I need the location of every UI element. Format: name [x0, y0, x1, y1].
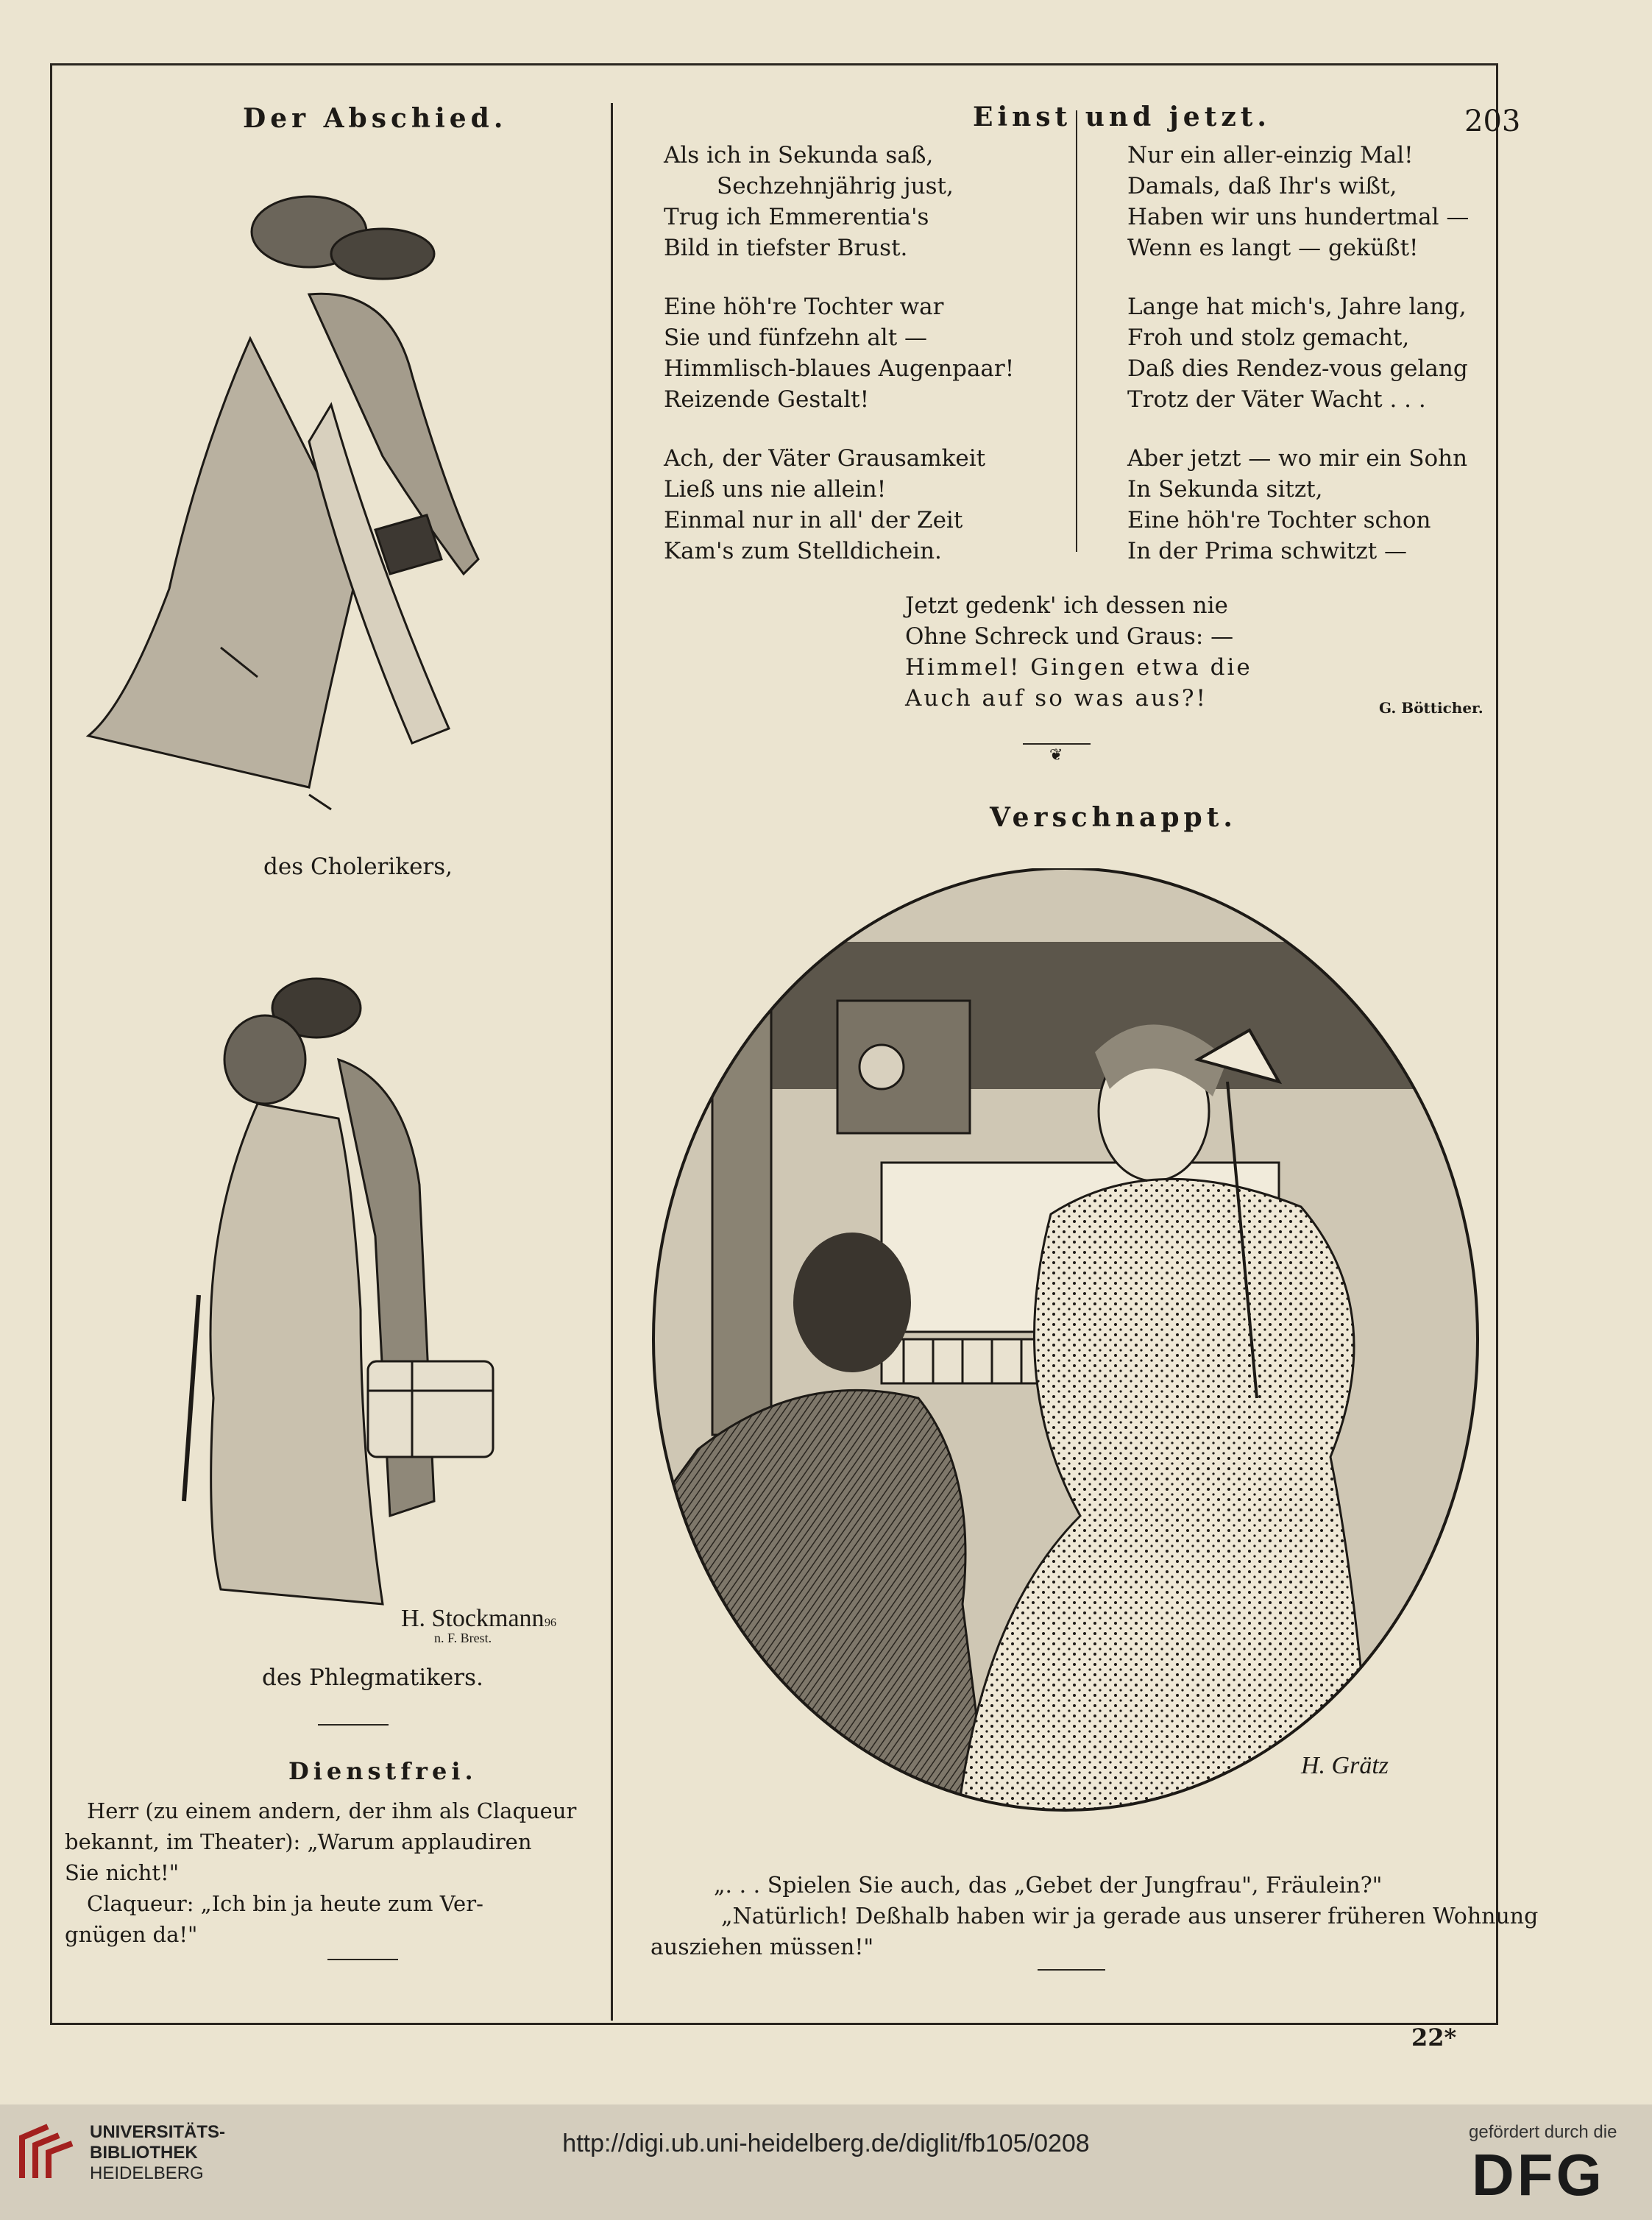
- poem-line: Daß dies Rendez-vous gelang: [1127, 355, 1468, 382]
- illustration-embrace-choleric: [66, 147, 596, 824]
- poem-line: Bild in tiefster Brust.: [664, 235, 908, 261]
- illustration-piano-scene: [639, 868, 1492, 1840]
- column-divider-left: [611, 103, 613, 2021]
- poem-right-stanza-3: [1127, 443, 1469, 567]
- poem-line: Kam's zum Stelldichein.: [664, 538, 942, 564]
- poem-line: Nur ein aller-einzig Mal!: [1127, 142, 1414, 169]
- poem-left-stanza-3: [664, 443, 1014, 567]
- poem-line: Haben wir uns hundertmal —: [1127, 204, 1470, 230]
- poem-right-stanza-2: [1127, 291, 1469, 415]
- poem-right-stanza-1: [1127, 140, 1469, 263]
- poem-line: In der Prima schwitzt —: [1127, 538, 1408, 564]
- poem-line: Himmel! Gingen etwa die: [905, 654, 1252, 681]
- poem-line: Himmlisch-blaues Augenpaar!: [664, 355, 1015, 382]
- dienstfrei-line1: Herr (zu einem andern, der ihm als Claqueur: [87, 1798, 577, 1823]
- poem-line: Froh und stolz gemacht,: [1127, 325, 1410, 351]
- dienstfrei-line5: gnügen da!": [65, 1922, 198, 1947]
- artist-signature-brest: n. F. Brest.: [434, 1631, 492, 1645]
- poem-line: Ohne Schreck und Graus: —: [905, 623, 1234, 650]
- poem-column-divider: [1076, 110, 1077, 552]
- library-name-line3: HEIDELBERG: [90, 2163, 204, 2183]
- artist-signature-stockmann-year: 96: [545, 1617, 556, 1629]
- page-url-link[interactable]: http://digi.ub.uni-heidelberg.de/diglit/fb105/0208: [562, 2129, 1090, 2157]
- artist-signature-graetz: H. Grätz: [1301, 1752, 1389, 1779]
- poem-line: Eine höh're Tochter schon: [1127, 507, 1431, 533]
- poem-line: Auch auf so was aus?!: [905, 685, 1208, 712]
- poem-line: Eine höh're Tochter war: [664, 294, 944, 320]
- poem-left-stanza-2: [664, 291, 1014, 415]
- poem-line: Wenn es langt — geküßt!: [1127, 235, 1419, 261]
- verschnappt-title: Verschnappt.: [990, 802, 1237, 833]
- illustration-embrace-phlegmatic: [169, 942, 581, 1648]
- poem-line: Jetzt gedenk' ich dessen nie: [905, 592, 1228, 619]
- caption-phlegmatic: des Phlegmatikers.: [262, 1664, 483, 1691]
- dienstfrei-title: Dienstfrei.: [288, 1757, 478, 1785]
- dienstfrei-line4: Claqueur: „Ich bin ja heute zum Ver-: [87, 1891, 483, 1916]
- page-number: 203: [1464, 104, 1521, 138]
- library-name-line1: UNIVERSITÄTS-: [90, 2122, 226, 2142]
- dfg-logo: DFG: [1472, 2142, 1605, 2207]
- poem-line: Trotz der Väter Wacht . . .: [1127, 386, 1426, 413]
- divider-ornament: [1023, 743, 1091, 745]
- footer-bar: [0, 2104, 1652, 2220]
- poem-line: Ach, der Väter Grausamkeit: [664, 445, 986, 472]
- divider-left-2: [327, 1959, 398, 1960]
- ornament-icon: ❦: [1049, 746, 1063, 765]
- caption-choleric: des Cholerikers,: [263, 854, 453, 880]
- poem-line: Reizende Gestalt!: [664, 386, 870, 413]
- poem-line: Sie und fünfzehn alt —: [664, 325, 928, 351]
- signature-mark: 22*: [1411, 2024, 1457, 2051]
- verschnappt-caption-line2: „Natürlich! Deßhalb haben wir ja gerade aus unserer früheren Wohnung: [721, 1904, 1539, 1929]
- dienstfrei-line2: bekannt, im Theater): „Warum applaudiren: [65, 1829, 532, 1854]
- verschnappt-caption-line1: „. . . Spielen Sie auch, das „Gebet der Jungfrau", Fräulein?": [714, 1873, 1383, 1898]
- poem-line: Als ich in Sekunda saß,: [664, 142, 934, 169]
- divider-right: [1038, 1969, 1105, 1971]
- verschnappt-caption-line3: ausziehen müssen!": [650, 1934, 874, 1960]
- poem-left-column: [664, 140, 1014, 567]
- poem-line: Trug ich Emmerentia's: [664, 204, 929, 230]
- poem-line: Aber jetzt — wo mir ein Sohn: [1127, 445, 1468, 472]
- poem-line: Einmal nur in all' der Zeit: [664, 507, 963, 533]
- poem-final-stanza: [905, 590, 1252, 714]
- artist-signature-stockmann: H. Stockmann: [401, 1605, 545, 1632]
- dienstfrei-line3: Sie nicht!": [65, 1860, 180, 1885]
- divider-left-1: [318, 1724, 389, 1726]
- left-title: Der Abschied.: [243, 103, 508, 134]
- library-name-line2: BIBLIOTHEK: [90, 2143, 198, 2163]
- poem-line: Lange hat mich's, Jahre lang,: [1127, 294, 1467, 320]
- poem-author: G. Bötticher.: [1379, 699, 1483, 717]
- poem-line: Damals, daß Ihr's wißt,: [1127, 173, 1397, 199]
- poem-line: Ließ uns nie allein!: [664, 476, 887, 503]
- poem-line: Sechzehnjährig just,: [717, 173, 954, 199]
- center-title: Einst und jetzt.: [973, 102, 1271, 132]
- poem-right-column: [1127, 140, 1469, 567]
- poem-left-stanza-1: [664, 140, 1014, 263]
- poem-line: In Sekunda sitzt,: [1127, 476, 1323, 503]
- funding-text: gefördert durch die: [1469, 2122, 1617, 2142]
